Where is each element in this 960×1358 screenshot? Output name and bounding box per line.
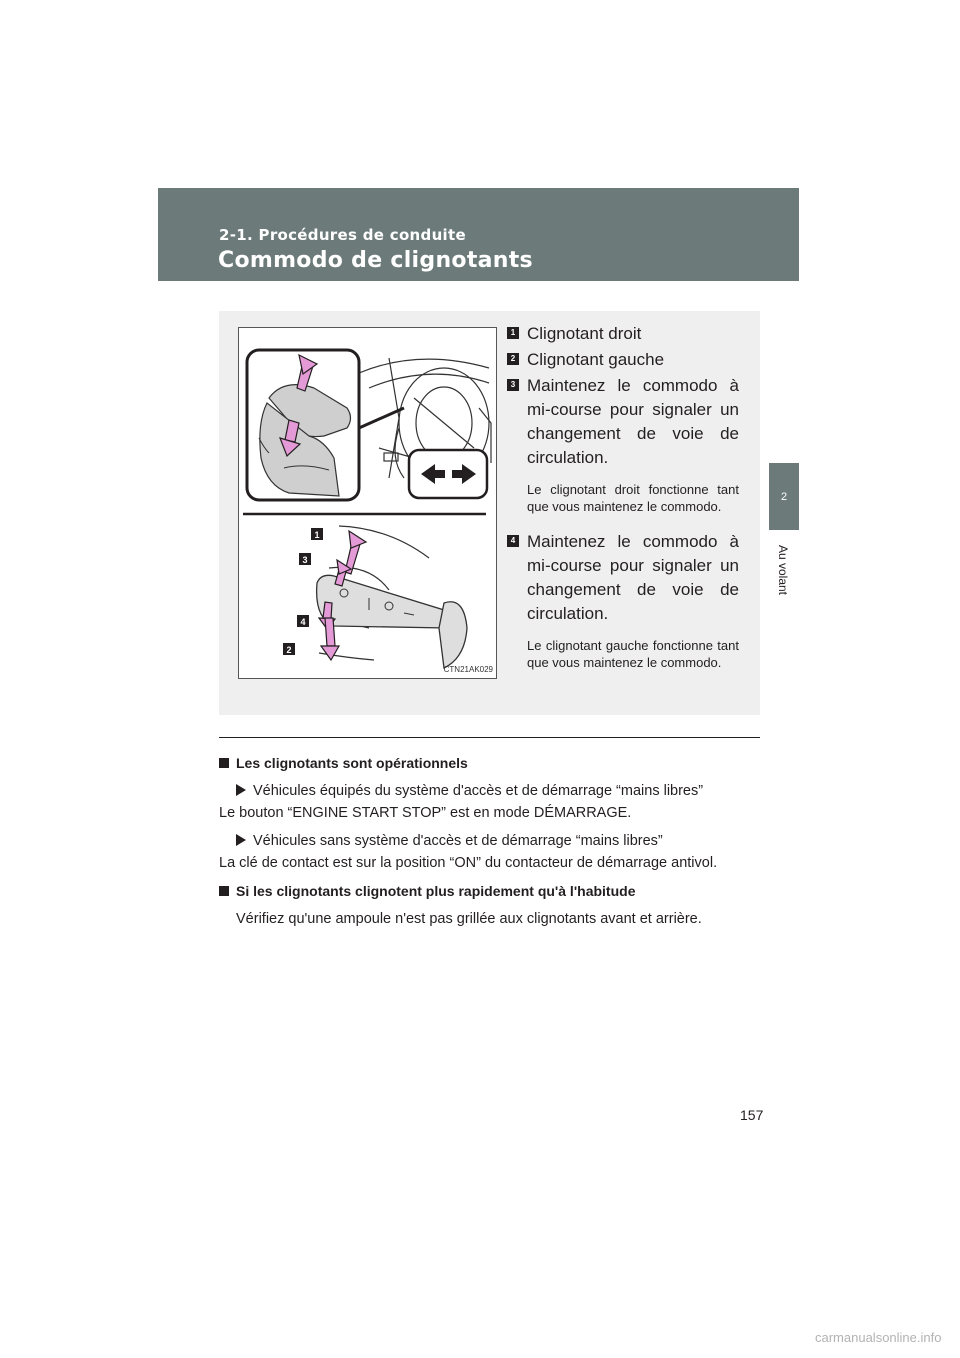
callout-2-label: 2 xyxy=(286,645,292,655)
turn-signal-figure xyxy=(238,327,497,679)
section-label: 2-1. Procédures de conduite xyxy=(219,226,466,244)
legend-item xyxy=(507,530,739,671)
figure-code: CTN21AK029 xyxy=(443,665,493,674)
chapter-tab[interactable] xyxy=(769,463,799,530)
legend-text: Maintenez le commodo à mi-course pour signaler un changement de voie de circulation. xyxy=(527,532,739,623)
page-number: 157 xyxy=(740,1107,764,1123)
condition-text: Véhicules sans système d'accès et de démarrage “mains libres” xyxy=(253,833,663,849)
legend-number: 4 xyxy=(507,535,519,547)
triangle-bullet-icon xyxy=(236,834,246,846)
legend-text: Maintenez le commodo à mi-course pour signaler un changement de voie de circulation. xyxy=(527,376,739,467)
note-heading-text: Si les clignotants clignotent plus rapidement qu'à l'habitude xyxy=(236,883,636,899)
callout-3-label: 3 xyxy=(302,555,308,565)
legend-list xyxy=(507,322,739,671)
legend-number: 1 xyxy=(507,327,519,339)
square-bullet-icon xyxy=(219,886,229,896)
section-divider xyxy=(219,737,760,738)
note-heading xyxy=(219,880,758,902)
triangle-bullet-icon xyxy=(236,784,246,796)
legend-item xyxy=(507,374,739,515)
note-text: Vérifiez qu'une ampoule n'est pas grillée aux clignotants avant et arrière. xyxy=(236,911,702,927)
square-bullet-icon xyxy=(219,758,229,768)
note-text: Le bouton “ENGINE START STOP” est en mode DÉMARRAGE. xyxy=(219,805,632,821)
condition-text: Véhicules équipés du système d'accès et de démarrage “mains libres” xyxy=(253,783,704,799)
chapter-label-text: Au volant xyxy=(776,544,791,596)
page-title: Commodo de clignotants xyxy=(218,248,533,273)
legend-item xyxy=(507,322,739,346)
turn-signal-illustration xyxy=(239,328,496,678)
note-heading-text: Les clignotants sont opérationnels xyxy=(236,755,468,771)
note-heading xyxy=(219,752,758,774)
watermark: carmanualsonline.info xyxy=(815,1330,942,1345)
legend-item xyxy=(507,348,739,372)
note-text: La clé de contact est sur la position “ON” du contacteur de démarrage antivol. xyxy=(219,855,718,871)
legend-note: Le clignotant gauche fonctionne tant que vous maintenez le commodo. xyxy=(527,638,739,670)
callout-4-label: 4 xyxy=(300,617,306,627)
legend-number: 2 xyxy=(507,353,519,365)
condition-line xyxy=(219,830,758,852)
legend-note: Le clignotant droit fonctionne tant que vous maintenez le commodo. xyxy=(527,482,739,514)
condition-line xyxy=(219,780,758,802)
legend-text: Clignotant droit xyxy=(527,324,642,343)
notes-section xyxy=(219,752,758,930)
callout-1-label: 1 xyxy=(314,530,320,540)
legend-text: Clignotant gauche xyxy=(527,350,665,369)
chapter-number: 2 xyxy=(780,490,788,503)
legend-number: 3 xyxy=(507,379,519,391)
chapter-label xyxy=(763,535,803,605)
